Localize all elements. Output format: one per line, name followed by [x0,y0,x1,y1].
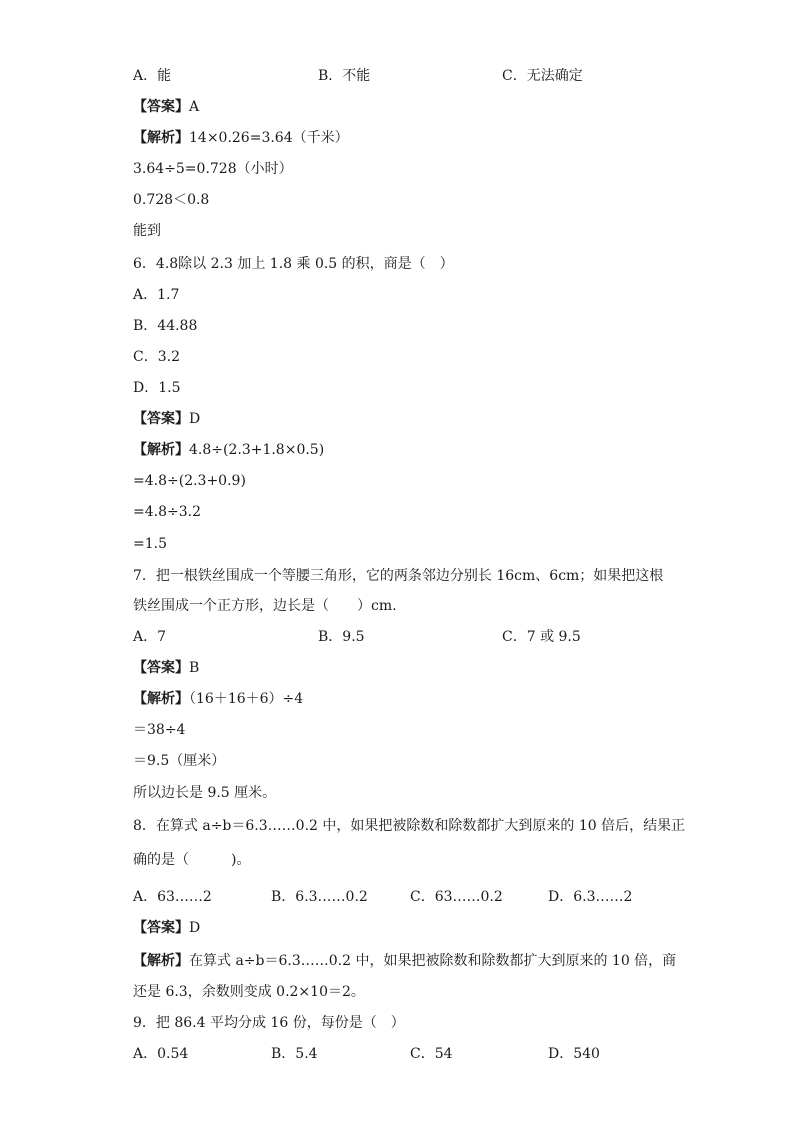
q8-option-a: A．63……2 [133,889,212,905]
q7-analysis-line: ＝9.5（厘米） [133,753,226,769]
q7-analysis [133,690,303,708]
q8-option-d: D．6.3……2 [548,889,633,905]
q9-stem: 9．把 86.4 平均分成 16 份，每份是（ ） [133,1015,405,1031]
answer-tag: 【答案】 [133,920,189,936]
q6-analysis-line: =4.8÷(2.3+0.9) [133,473,246,489]
analysis-text: （16＋16＋6）÷4 [189,691,304,707]
q9-option-a: A．0.54 [133,1046,189,1062]
q5-analysis [133,129,349,147]
q8-stem-line1: 8．在算式 a÷b＝6.3……0.2 中，如果把被除数和除数都扩大到原来的 10 倍后，结果正 [133,818,686,834]
q7-option-c: C．7 或 9.5 [502,629,581,645]
q6-option-d: D．1.5 [133,380,181,396]
analysis-tag: 【解析】 [133,442,189,458]
q6-option-a: A．1.7 [133,287,180,303]
q7-option-a: A．7 [133,629,167,645]
q6-option-c: C．3.2 [133,349,180,365]
q6-stem: 6．4.8除以 2.3 加上 1.8 乘 0.5 的积，商是（ ） [133,256,454,272]
q5-analysis-line: 3.64÷5=0.728（小时） [133,161,293,177]
q7-option-b: B．9.5 [318,629,365,645]
answer-value: D [189,411,201,427]
q7-stem-line2: 铁丝围成一个正方形，边长是（ ）cm. [133,598,397,614]
q8-option-b: B．6.3……0.2 [271,889,368,905]
analysis-tag: 【解析】 [133,691,189,707]
answer-tag: 【答案】 [133,660,189,676]
q6-option-b: B．44.88 [133,318,198,334]
analysis-tag: 【解析】 [133,130,189,146]
q9-option-b: B．5.4 [271,1046,318,1062]
analysis-text: 14×0.26=3.64（千米） [189,130,349,146]
answer-value: D [189,920,201,936]
q6-analysis [133,441,324,459]
q7-answer [133,659,199,677]
answer-tag: 【答案】 [133,411,189,427]
q5-option-b: B．不能 [318,68,371,84]
analysis-text: 4.8÷(2.3+1.8×0.5) [189,442,325,458]
q6-answer [133,410,200,428]
analysis-tag: 【解析】 [133,953,189,969]
q5-analysis-line: 能到 [133,223,161,239]
q6-analysis-line: =4.8÷3.2 [133,504,201,520]
q5-analysis-line: 0.728＜0.8 [133,192,210,208]
answer-value: B [189,660,200,676]
q8-stem-line2: 确的是（ )。 [133,852,251,868]
q7-analysis-line: 所以边长是 9.5 厘米。 [133,785,277,801]
analysis-text: 在算式 a÷b＝6.3……0.2 中，如果把被除数和除数都扩大到原来的 10 倍，商 [189,953,677,969]
q8-option-c: C．63……0.2 [410,889,503,905]
q6-analysis-line: =1.5 [133,536,167,552]
q9-option-d: D．540 [548,1046,600,1062]
q9-option-c: C．54 [410,1046,453,1062]
q5-answer [133,98,199,116]
answer-value: A [189,99,200,115]
q7-analysis-line: ＝38÷4 [133,722,186,738]
q8-answer [133,919,200,937]
q5-option-a: A．能 [133,68,172,84]
q7-stem-line1: 7．把一根铁丝围成一个等腰三角形，它的两条邻边分别长 16cm、6cm；如果把这根 [133,568,664,584]
answer-tag: 【答案】 [133,99,189,115]
q8-analysis [133,952,676,970]
q5-option-c: C．无法确定 [502,68,583,84]
q8-analysis-line: 还是 6.3，余数则变成 0.2×10＝2。 [133,984,365,1000]
